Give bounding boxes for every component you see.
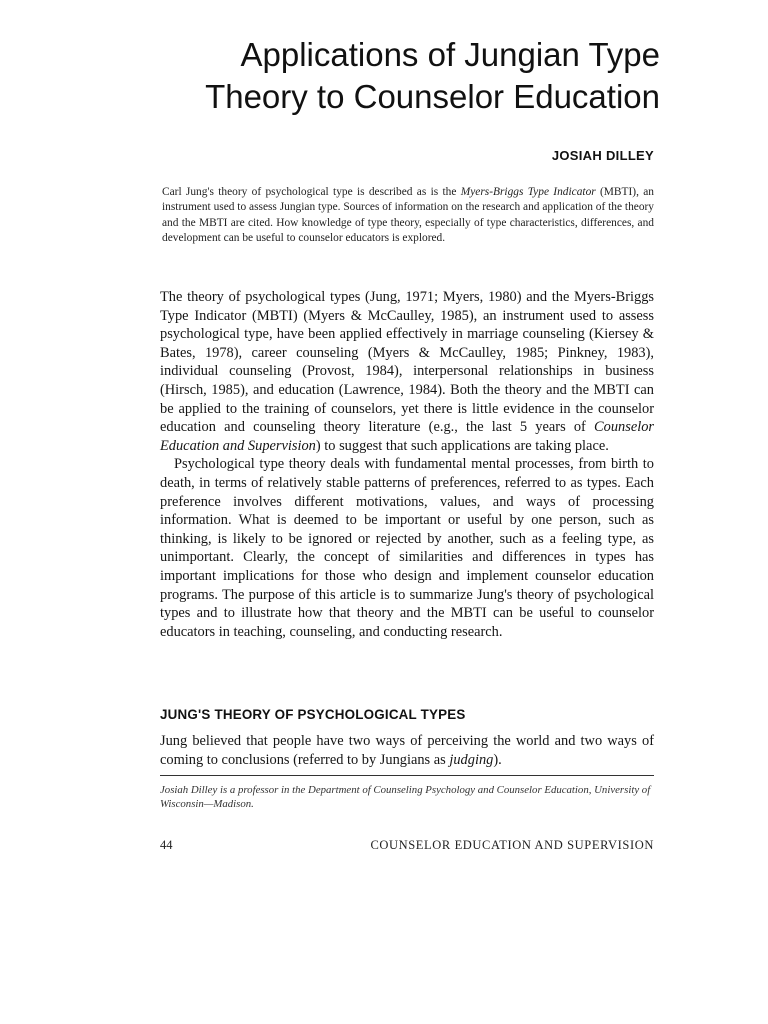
journal-italic-title: Counselor Education and Supervision (160, 419, 654, 454)
body-text (160, 288, 654, 641)
author-footnote: Josiah Dilley is a professor in the Department of Counseling Psychology and Counselor Education, University of Wisconsin—Madison. (160, 784, 651, 810)
title-line-1: Applications of Jungian Type (240, 36, 660, 73)
paragraph-1-start: The theory of psychological types (Jung, 1971; Myers, 1980) and the Myers-Briggs Type Indicator (MBTI) (Myers & McCaulley, 1985), an instrument used to assess psychological type, have been applied effectively in marriage counseling (Kiersey & Bates, 1978), career counseling (Myers & McCaulley, 1985; Pinkney, 1983), individual counseling (Provost, 1984), interpersonal relationships in business (Hirsch, 1985), and education (Lawrence, 1984). Both the theory and the MBTI can be applied to the training of counselors, yet there is little evidence in the counselor education and counseling theory literature (e.g., the last 5 years of (160, 289, 654, 436)
section-heading: JUNG'S THEORY OF PSYCHOLOGICAL TYPES (160, 707, 466, 722)
journal-running-footer: COUNSELOR EDUCATION AND SUPERVISION (370, 838, 654, 852)
paragraph-1-end: ) to suggest that such applications are taking place. (315, 437, 609, 454)
section-italic-word: judging (449, 751, 494, 768)
abstract-text-end: (MBTI), an instrument used to assess Jungian type. Sources of information on the research and application of the theory and the MBTI are cited. How knowledge of type theory, especially of type characteristics, differences, and development can be useful to counselor educators is explored. (162, 186, 654, 245)
abstract-italic-title: Myers-Briggs Type Indicator (460, 186, 596, 198)
abstract (162, 185, 654, 247)
article-title (150, 34, 660, 118)
body-paragraph-2: Psychological type theory deals with fundamental mental processes, from birth to death, in terms of relatively stable patterns of preferences, referred to as types. Each preference involves different motivations, values, and ways of processing information. What is deemed to be important or useful by one person, such as thinking, is likely to be ignored or rejected by another, such as a feeling type, as unimportant. Clearly, the concept of similarities and differences in types has important implications for those who design and implement counselor education programs. The purpose of this article is to summarize Jung's theory of psychological types and to illustrate how that theory and the MBTI can be useful to counselor educators in teaching, counseling, and conducting research. (160, 456, 654, 640)
abstract-text-start: Carl Jung's theory of psychological type is described as is the (162, 186, 461, 198)
footnote-divider (160, 775, 654, 776)
section-text-start: Jung believed that people have two ways of perceiving the world and two ways of coming to conclusions (referred to by Jungians as (160, 733, 654, 768)
title-line-2: Theory to Counselor Education (205, 78, 660, 115)
body-paragraph-1 (160, 288, 654, 455)
page-number: 44 (160, 838, 173, 852)
section-text-end: ). (493, 751, 502, 768)
author-name: JOSIAH DILLEY (551, 148, 654, 163)
section-paragraph (160, 732, 654, 769)
